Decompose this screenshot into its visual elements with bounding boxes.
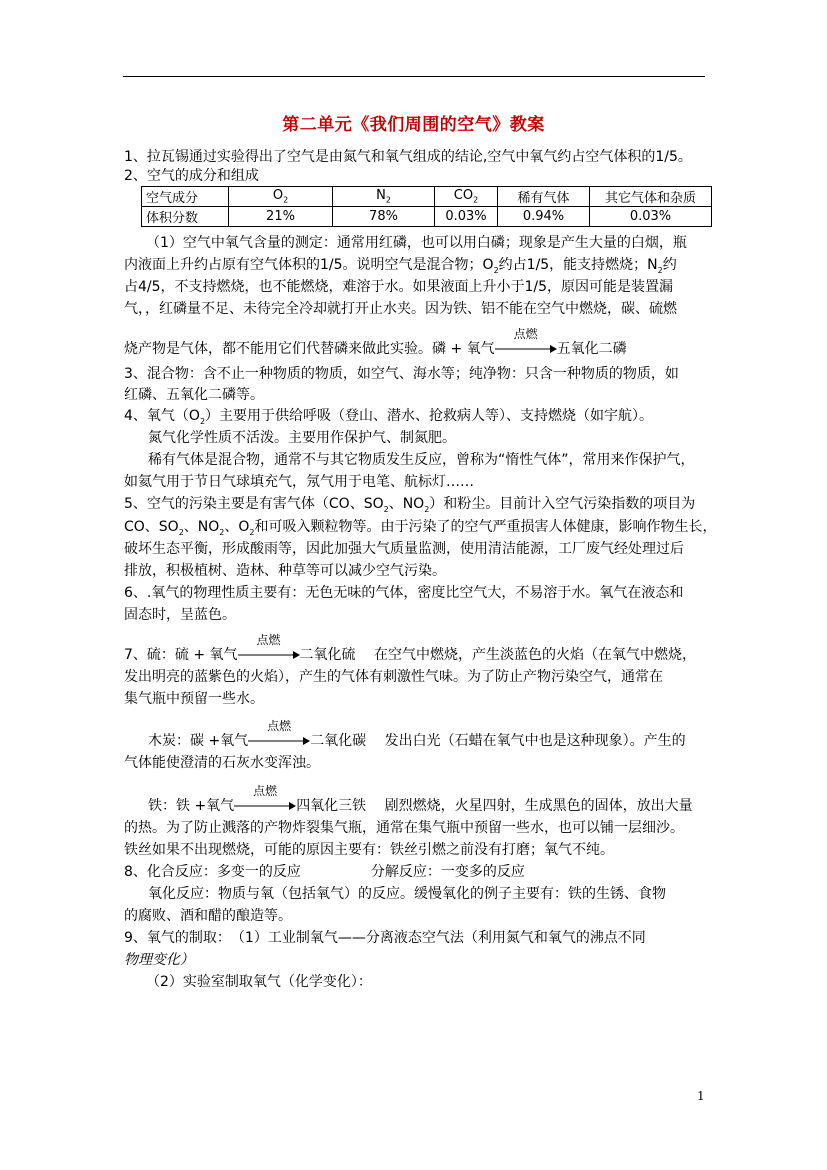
page-title: 第二单元《我们周围的空气》教案 — [282, 115, 545, 135]
reaction-arrow: 点燃 — [248, 731, 310, 745]
page-number: 1 — [697, 1089, 705, 1103]
paragraph-6-line: 6、.氧气的物理性质主要有：无色无味的气体，密度比空气大，不易溶于水。氧气在液态和 — [124, 585, 684, 601]
iron-line: 的热。为了防止溅落的产物炸裂集气瓶，通常在集气瓶中预留一些水，也可以铺一层细沙。 — [124, 820, 684, 836]
table-cell: 78% — [333, 207, 435, 227]
arrow-icon — [495, 345, 557, 353]
table-cell: 0.03% — [435, 207, 498, 227]
table-cell: 21% — [229, 207, 333, 227]
header-rule — [123, 76, 705, 77]
section-1-line: 气，，红磷量不足、未待完全冷却就打开止水夹。因为铁、铝不能在空气中燃烧，碳、硫燃 — [124, 301, 677, 317]
table-cell: 其它气体和杂质 — [590, 187, 712, 207]
paragraph-5-line: 排放，积极植树、造林、种草等可以减少空气污染。 — [124, 563, 446, 579]
air-composition-table — [141, 186, 712, 227]
paragraph-4-line: 稀有气体是混合物，通常不与其它物质发生反应，曾称为“惰性气体”，常用来作保护气， — [148, 452, 695, 468]
paragraph-5-line: 破坏生态平衡，形成酸雨等，因此加强大气质量监测，使用清洁能源，工厂废气经处理过后 — [124, 541, 684, 557]
section-1-line: 内液面上升约占原有空气体积的1/5。说明空气是混合物；$O_2$约占1/5，能支持燃烧；$N_2$约 — [124, 257, 677, 275]
table-row — [142, 207, 712, 227]
paragraph-8-line: 8、化合反应：多变一的反应 分解反应：一变多的反应 — [124, 864, 525, 880]
reaction-arrow: 点燃 — [234, 796, 296, 810]
paragraph-4-line: 4、氧气$(O_2)$主要用于供给呼吸（登山、潜水、抢救病人等）、支持燃烧（如宇航）。 — [124, 408, 654, 426]
section-1-line: 占4/5，不支持燃烧，也不能燃烧，难溶于水。如果液面上升小于1/5，原因可能是装置漏 — [124, 279, 674, 295]
table-cell: 稀有气体 — [498, 187, 590, 207]
iron-line: 铁丝如果不出现燃烧，可能的原因主要有：铁丝引燃之前没有打磨；氧气不纯。 — [124, 842, 614, 858]
carbon-line: 木炭：碳 +氧气 点燃 二氧化碳 发出白光（石蜡在氧气中也是这种现象）。产生的 — [148, 719, 686, 749]
paragraph-1: 1、拉瓦锡通过实验得出了空气是由氮气和氧气组成的结论,空气中氧气约占空气体积的1/5。 — [124, 149, 692, 165]
table-cell: 0.03% — [590, 207, 712, 227]
reaction-arrow: 点燃 — [238, 645, 300, 659]
paragraph-9-line: 物理变化） — [124, 952, 194, 968]
paragraph-8-line: 氧化反应：物质与氧（包括氧气）的反应。缓慢氧化的例子主要有：铁的生锈、食物 — [148, 886, 666, 902]
paragraph-4-line: 氮气化学性质不活泼。主要用作保护气、制氮肥。 — [148, 430, 456, 446]
section-1-line: 烧产物是气体，都不能用它们代替磷来做此实验。磷 + 氧气 点燃 五氧化二磷 — [124, 327, 627, 357]
arrow-icon — [234, 802, 296, 810]
table-cell: $N_2$ — [333, 187, 435, 207]
paragraph-5-line: CO、$SO_2$、$NO_2$、$O_2$和可吸入颗粒物等。由于污染了的空气严重损害人体健康，影响作物生长， — [124, 519, 717, 537]
table-cell: $CO_2$ — [435, 187, 498, 207]
paragraph-9-line: 9、氧气的制取： （1）工业制氧气——分离液态空气法（利用氮气和氧气的沸点不同 — [124, 930, 646, 946]
paragraph-2: 2、空气的成分和组成 — [124, 168, 259, 184]
paragraph-6-line: 固态时，呈蓝色。 — [124, 607, 236, 623]
reaction-arrow: 点燃 — [495, 339, 557, 353]
paragraph-9-line: （2）实验室制取氧气（化学变化）： — [146, 974, 372, 990]
paragraph-3-line: 红磷、五氧化二磷等。 — [124, 387, 264, 403]
table-cell: 体积分数 — [142, 207, 229, 227]
iron-line: 铁：铁 +氧气 点燃 四氧化三铁 剧烈燃烧，火星四射，生成黑色的固体，放出大量 — [148, 784, 693, 814]
paragraph-7-line: 集气瓶中预留一些水。 — [124, 691, 264, 707]
section-1-line: （1）空气中氧气含量的测定：通常用红磷，也可以用白磷；现象是产生大量的白烟，瓶 — [146, 235, 687, 251]
table-cell: 0.94% — [498, 207, 590, 227]
paragraph-7-line: 7、硫：硫 + 氧气 点燃 二氧化硫 在空气中燃烧，产生淡蓝色的火焰（在氧气中燃烧， — [124, 633, 696, 663]
paragraph-8-line: 的腐败、酒和醋的酿造等。 — [124, 908, 292, 924]
paragraph-7-line: 发出明亮的蓝紫色的火焰），产生的气体有刺激性气味。为了防止产物污染空气，通常在 — [124, 669, 663, 685]
arrow-icon — [248, 737, 310, 745]
paragraph-4-line: 如氦气用于节日气球填充气，氖气用于电笔、航标灯…… — [124, 474, 474, 490]
table-cell: $O_2$ — [229, 187, 333, 207]
paragraph-3-line: 3、混合物：含不止一种物质的物质，如空气、海水等；纯净物：只含一种物质的物质，如 — [124, 366, 679, 382]
carbon-line: 气体能使澄清的石灰水变浑浊。 — [124, 755, 320, 771]
paragraph-5-line: 5、空气的污染主要是有害气体（CO、$SO_2$、$NO_2$）和粉尘。目前计入空气污染指数的项目为 — [124, 496, 696, 514]
table-cell: 空气成分 — [142, 187, 229, 207]
arrow-icon — [238, 651, 300, 659]
table-row — [142, 187, 712, 207]
